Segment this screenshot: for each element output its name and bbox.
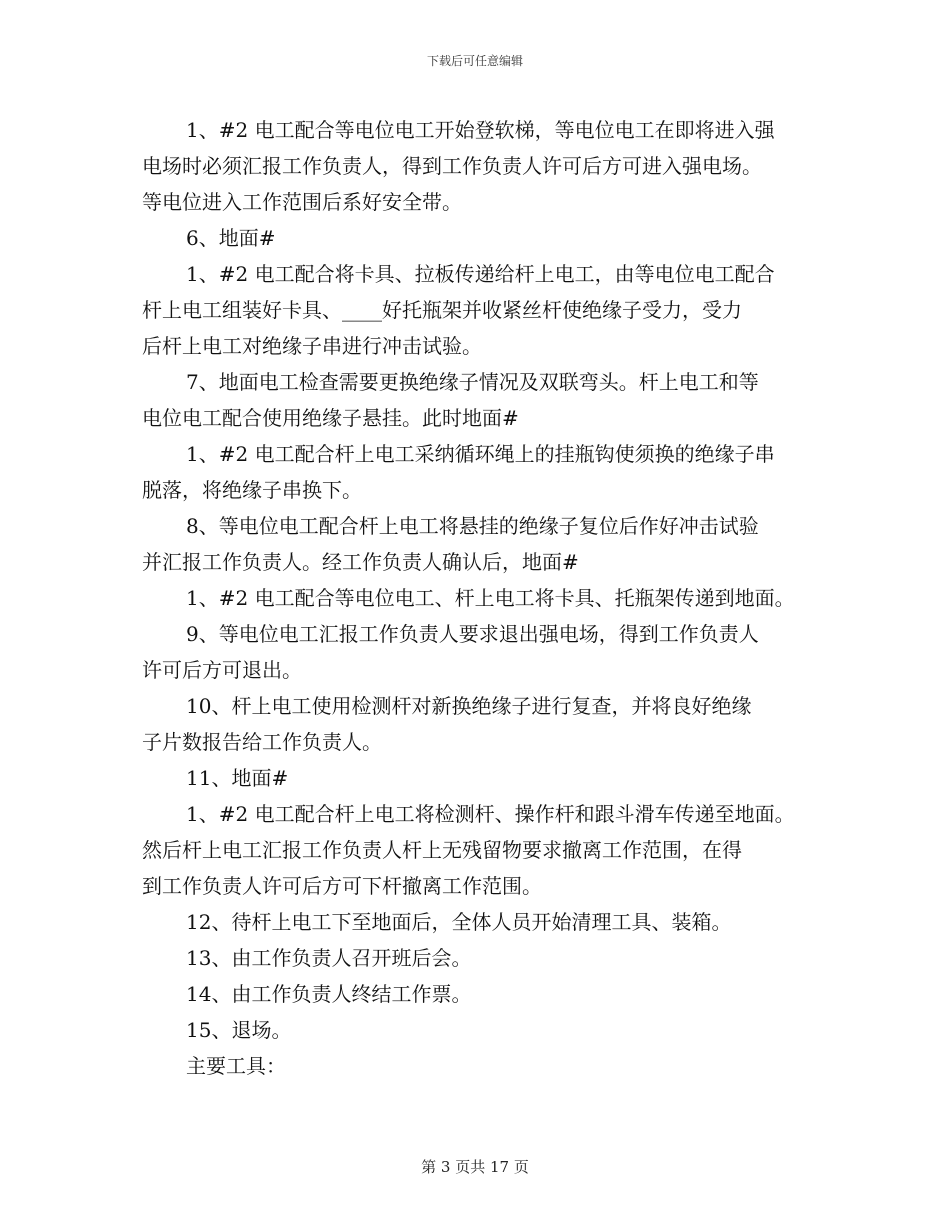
paragraph-1 (142, 112, 842, 220)
page-footer: 第 3 页共 17 页 (421, 1158, 529, 1176)
paragraph-3 (142, 256, 842, 364)
paragraph-line: 主要工具： (186, 1054, 286, 1078)
paragraph-15 (142, 1012, 842, 1048)
paragraph-5 (142, 436, 842, 508)
paragraph-11 (142, 796, 842, 904)
paragraph-line: 然后杆上电工汇报工作负责人杆上无残留物要求撤离工作范围，在得 (142, 838, 742, 862)
paragraph-line: 6、地面# (186, 226, 276, 250)
paragraph-line: 1、#2 电工配合等电位电工开始登软梯，等电位电工在即将进入强 (186, 118, 775, 142)
paragraph-line: 后杆上电工对绝缘子串进行冲击试验。 (142, 334, 482, 358)
paragraph-line: 许可后方可退出。 (142, 658, 302, 682)
paragraph-line: 子片数报告给工作负责人。 (142, 730, 382, 754)
paragraph-line: 脱落，将绝缘子串换下。 (142, 478, 362, 502)
paragraph-line: 杆上电工组装好卡具、____好托瓶架并收紧丝杆使绝缘子受力，受力 (142, 298, 742, 322)
paragraph-12 (142, 904, 842, 940)
paragraph-line: 12、待杆上电工下至地面后，全体人员开始清理工具、装箱。 (186, 910, 732, 934)
paragraph-line: 9、等电位电工汇报工作负责人要求退出强电场，得到工作负责人 (186, 622, 759, 646)
paragraph-9 (142, 688, 842, 760)
paragraph-6 (142, 508, 842, 580)
paragraph-8 (142, 616, 842, 688)
paragraph-line: 1、#2 电工配合等电位电工、杆上电工将卡具、托瓶架传递到地面。 (186, 586, 795, 610)
paragraph-line: 等电位进入工作范围后系好安全带。 (142, 190, 462, 214)
paragraph-line: 8、等电位电工配合杆上电工将悬挂的绝缘子复位后作好冲击试验 (186, 514, 759, 538)
paragraph-line: 13、由工作负责人召开班后会。 (186, 946, 472, 970)
paragraph-line: 1、#2 电工配合将卡具、拉板传递给杆上电工，由等电位电工配合 (186, 262, 775, 286)
paragraph-13 (142, 940, 842, 976)
paragraph-line: 到工作负责人许可后方可下杆撤离工作范围。 (142, 874, 542, 898)
paragraph-2 (142, 220, 842, 256)
paragraph-14 (142, 976, 842, 1012)
paragraph-16 (142, 1048, 842, 1084)
paragraph-line: 7、地面电工检查需要更换绝缘子情况及双联弯头。杆上电工和等 (186, 370, 759, 394)
paragraph-line: 电位电工配合使用绝缘子悬挂。此时地面# (142, 406, 519, 430)
paragraph-7 (142, 580, 842, 616)
paragraph-line: 10、杆上电工使用检测杆对新换绝缘子进行复查，并将良好绝缘 (186, 694, 752, 718)
page-header: 下载后可任意编辑 (426, 54, 523, 68)
paragraph-line: 1、#2 电工配合杆上电工将检测杆、操作杆和跟斗滑车传递至地面。 (186, 802, 795, 826)
paragraph-line: 11、地面# (186, 766, 289, 790)
paragraph-line: 1、#2 电工配合杆上电工采纳循环绳上的挂瓶钩使须换的绝缘子串 (186, 442, 775, 466)
paragraph-line: 14、由工作负责人终结工作票。 (186, 982, 472, 1006)
paragraph-4 (142, 364, 842, 436)
document-body (142, 112, 842, 1084)
paragraph-10 (142, 760, 842, 796)
paragraph-line: 15、退场。 (186, 1018, 292, 1042)
paragraph-line: 电场时必须汇报工作负责人，得到工作负责人许可后方可进入强电场。 (142, 154, 762, 178)
paragraph-line: 并汇报工作负责人。经工作负责人确认后，地面# (142, 550, 579, 574)
